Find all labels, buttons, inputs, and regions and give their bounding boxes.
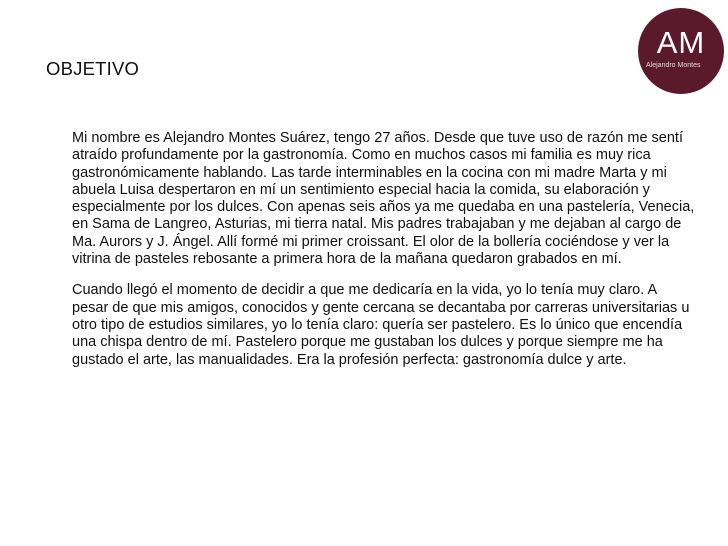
paragraph: Mi nombre es Alejandro Montes Suárez, tengo 27 años. Desde que tuve uso de razón me sentí atraído profundamente por la gastronomía. Como en muchos casos mi familia es muy rica gastronómicamente hablando. Las tarde interminables en la cocina con mi madre Marta y mi abuela Luisa despertaron en mí un sentimiento especial hacia la comida, su elaboración y especialmente por los dulces. Con apenas seis años ya me quedaba en una pastelería, Venecia, en Sama de Langreo, Asturias, mi tierra natal. Mis padres trabajaban y me dejaban al cargo de Ma. Aurors y J. Ángel. Allí formé mi primer croissant. El olor de la bollería cociéndose y ver la vitrina de pasteles rebosante a primera hora de la mañana quedaron grabados en mí.: [72, 130, 695, 268]
logo-initials: AM: [656, 25, 706, 60]
brand-logo: [638, 8, 724, 94]
body-text: [72, 130, 696, 369]
paragraph: Cuando llegó el momento de decidir a que me dedicaría en la vida, yo lo tenía muy claro. A pesar de que mis amigos, conocidos y gente cercana se decantaba por carreras universitarias u otro tipo de estudios similares, yo lo tenía claro: quería ser pastelero. Es lo único que encendía una chispa dentro de mí. Pastelero porque me gustaban los dulces y porque siempre me ha gustado el arte, las manualidades. Era la profesión perfecta: gastronomía dulce y arte.: [72, 282, 690, 368]
logo-name: Alejandro Montes: [646, 62, 701, 69]
slide-title: OBJETIVO: [46, 58, 140, 79]
